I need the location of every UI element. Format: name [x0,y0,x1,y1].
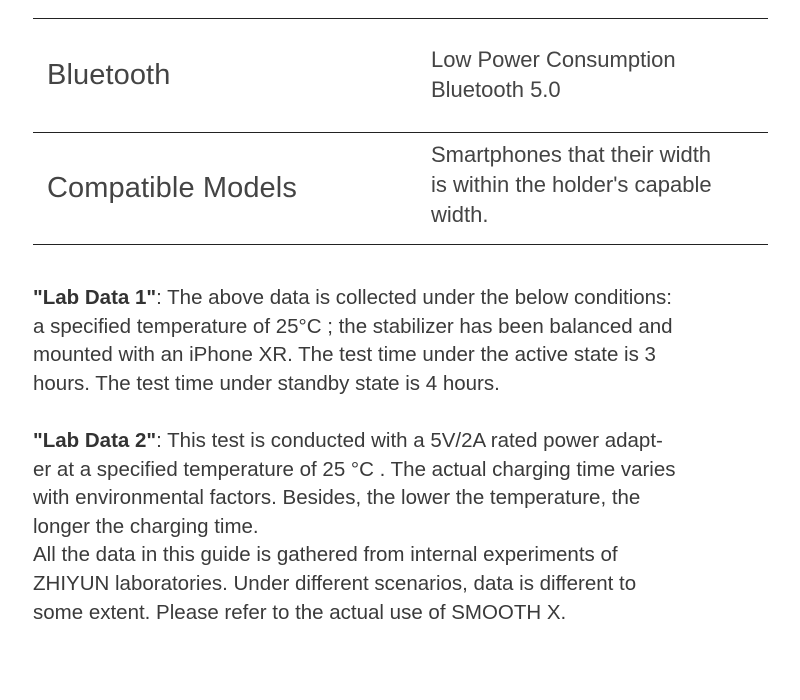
lab-data-1-paragraph [33,284,773,398]
note-line: some extent. Please refer to the actual use of SMOOTH X. [33,600,567,624]
spec-value-line: Smartphones that their width [431,141,712,167]
lab-data-notes [33,284,773,627]
spec-value-line: Low Power Consumption [431,46,676,72]
table-bottom-rule [33,244,768,245]
spec-label-compatible-models: Compatible Models [47,172,297,204]
spec-value-line: is within the holder's capable [431,171,712,197]
note-line: longer the charging time. [33,514,259,538]
spec-row-compatible-models [33,133,768,244]
note-line: ZHIYUN laboratories. Under different scenarios, data is different to [33,571,637,595]
lab-data-1-heading: "Lab Data 1" [33,286,157,309]
paragraph-gap [33,398,773,427]
note-line [33,429,663,452]
spec-value-line: width. [431,201,489,227]
note-line: mounted with an iPhone XR. The test time under the active state is 3 [33,343,656,367]
lab-data-2-paragraph [33,427,773,627]
spec-label-bluetooth: Bluetooth [47,59,171,91]
spec-value-compatible-models [431,140,768,230]
note-line [33,286,672,309]
spec-row-bluetooth [33,19,768,132]
note-text: : The above data is collected under the below conditions: [156,286,672,309]
note-line: er at a specified temperature of 25 °C . The actual charging time varies [33,457,676,481]
note-line: a specified temperature of 25°C ; the stabilizer has been balanced and [33,314,673,338]
note-line: All the data in this guide is gathered from internal experiments of [33,543,618,567]
spec-table [33,18,768,245]
spec-value-bluetooth [431,45,768,105]
note-line: hours. The test time under standby state is 4 hours. [33,371,500,395]
spec-value-line: Bluetooth 5.0 [431,76,561,102]
note-line: with environmental factors. Besides, the lower the temperature, the [33,486,641,510]
lab-data-2-heading: "Lab Data 2" [33,428,157,452]
note-text: : This test is conducted with a 5V/2A rated power adapt- [156,428,663,452]
